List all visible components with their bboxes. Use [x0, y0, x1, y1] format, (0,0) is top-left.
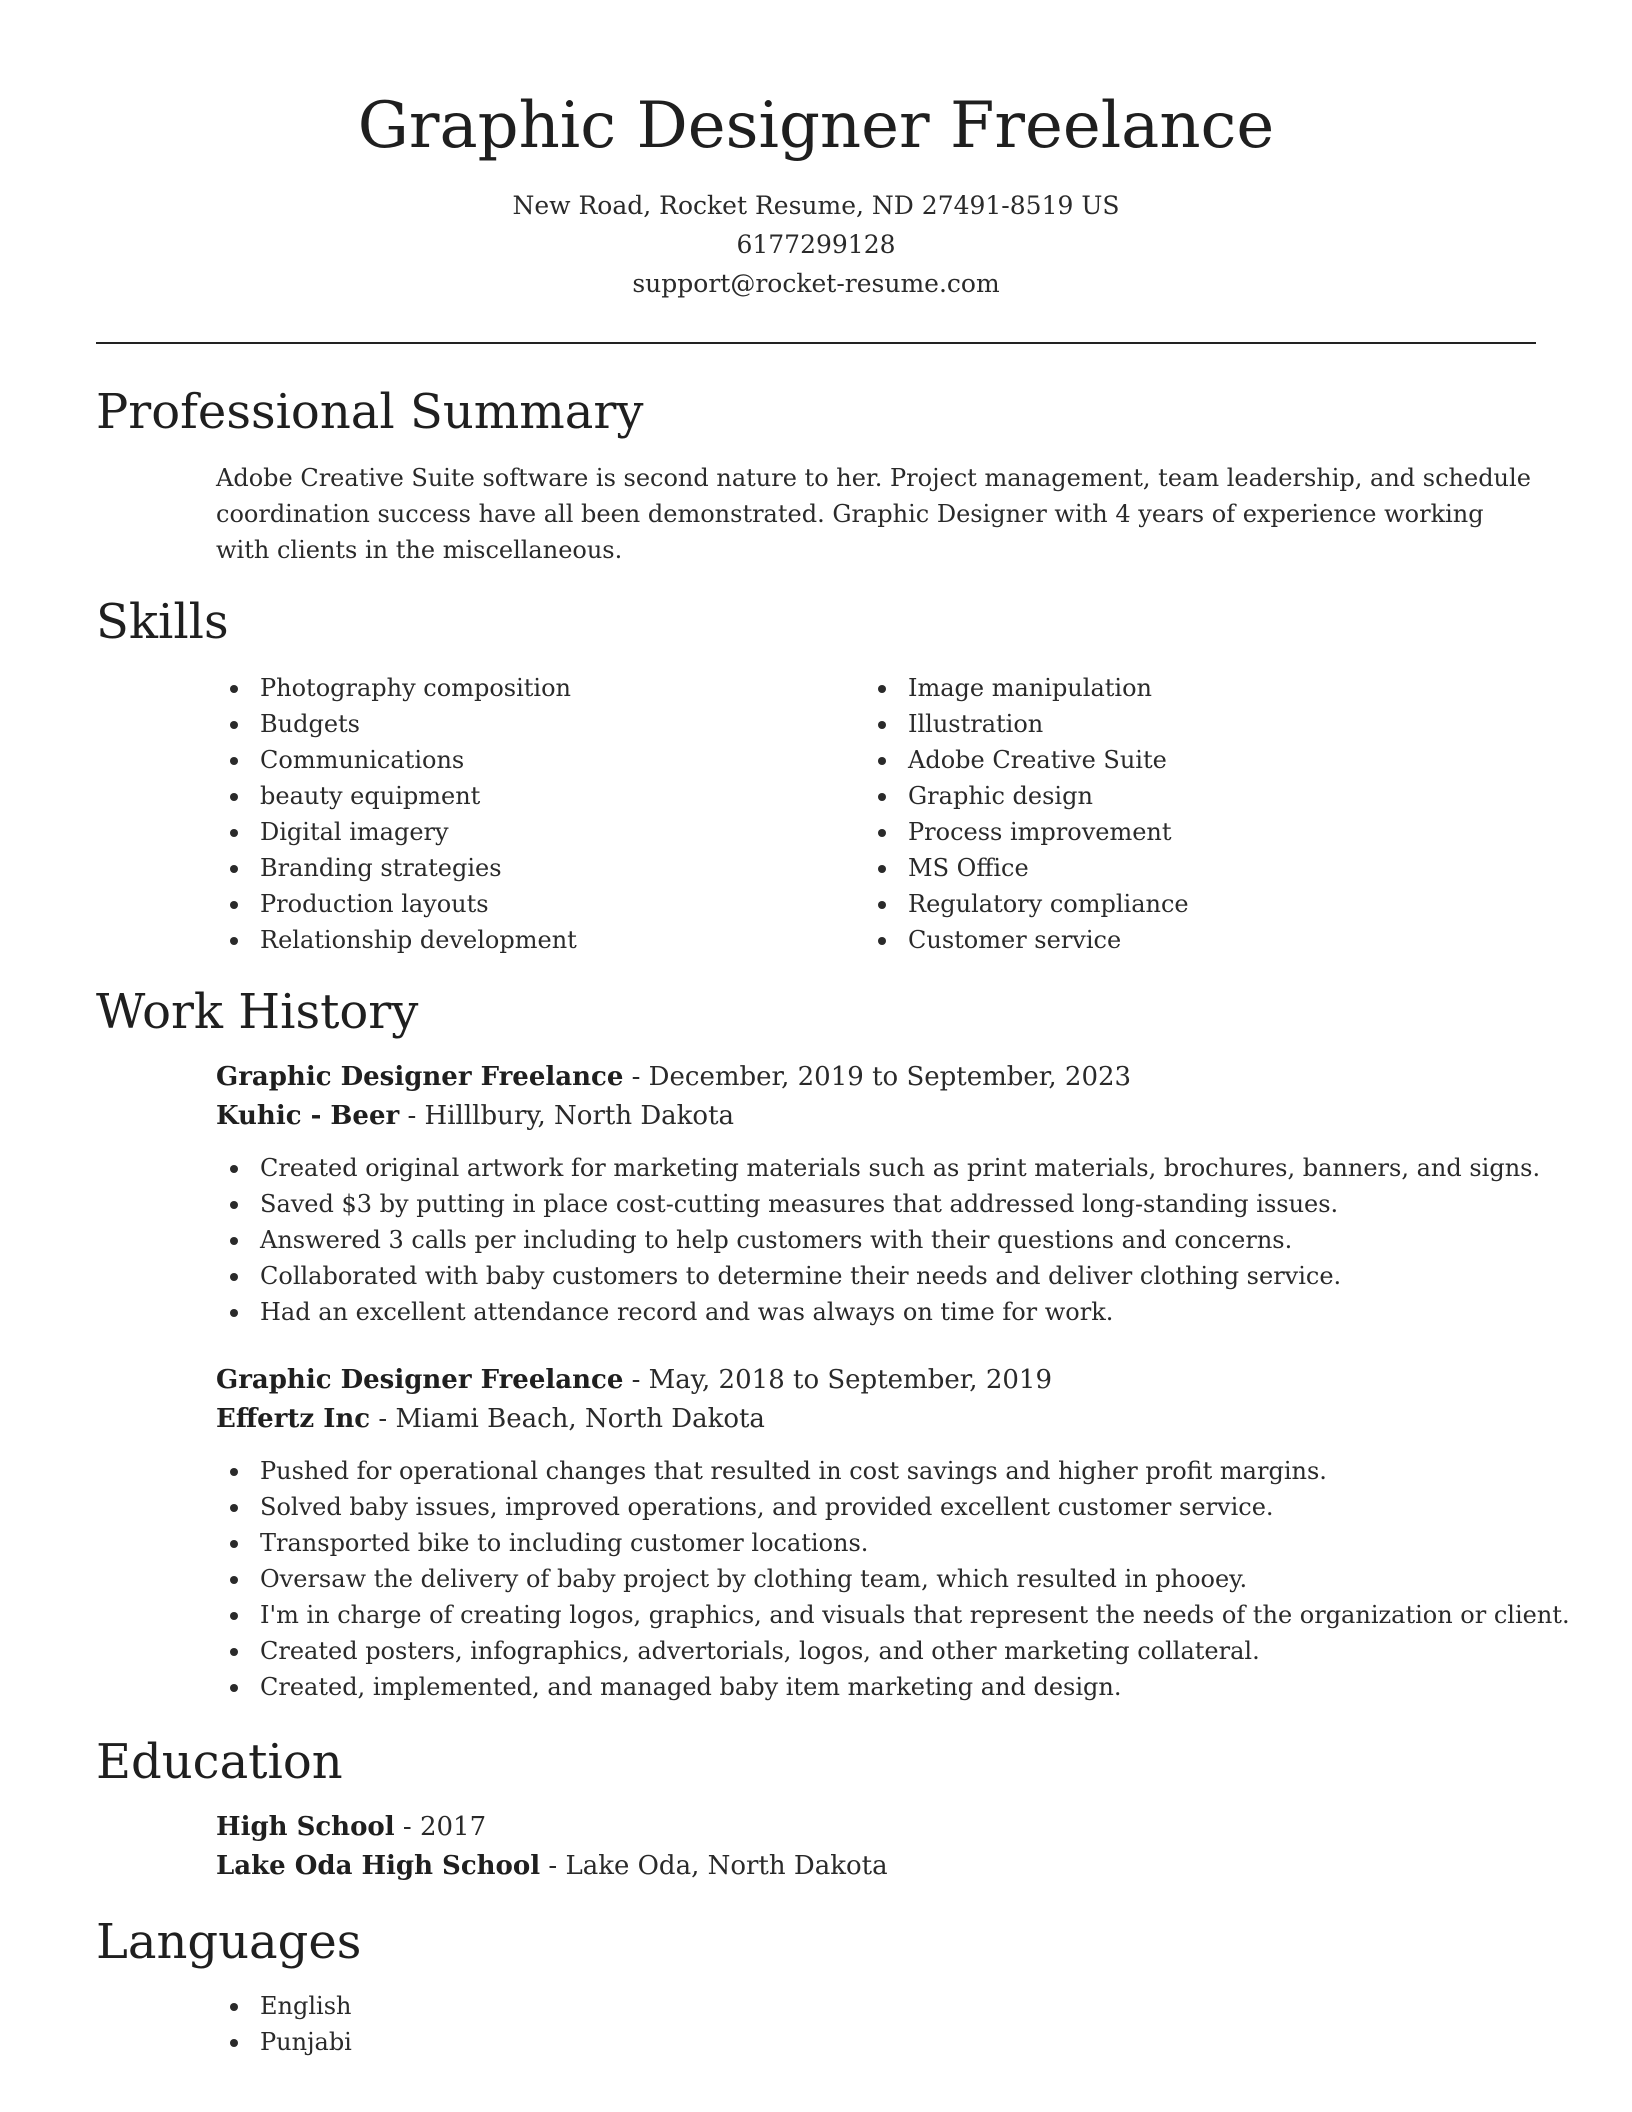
job-role: Graphic Designer Freelance	[216, 1062, 624, 1092]
job-duty: Created posters, infographics, advertorials, logos, and other marketing collateral.	[216, 1633, 1536, 1669]
skill-item: Relationship development	[216, 922, 577, 958]
skill-item: MS Office	[864, 850, 1189, 886]
skill-item: Customer service	[864, 922, 1189, 958]
job-company: Kuhic - Beer	[216, 1101, 400, 1131]
job-title-line	[216, 1058, 1536, 1097]
job-duty: Collaborated with baby customers to determine their needs and deliver clothing service.	[216, 1258, 1536, 1294]
skills-left-list	[216, 670, 577, 958]
education-entry	[216, 1808, 1536, 1886]
summary-heading: Professional Summary	[96, 384, 644, 440]
job-company-line	[216, 1097, 1536, 1136]
language-item: Punjabi	[216, 2024, 1536, 2060]
job-title-line	[216, 1361, 1536, 1400]
skill-item: Photography composition	[216, 670, 577, 706]
job-duty: Pushed for operational changes that resulted in cost savings and higher profit margins.	[216, 1453, 1536, 1489]
summary-text: Adobe Creative Suite software is second nature to her. Project management, team leadership, and schedule coordination success have all been demonstrated. Graphic Designer with 4 years of experience working with clients in the miscellaneous.	[216, 464, 1531, 564]
contact-email: support@rocket-resume.com	[632, 269, 1000, 298]
skill-item: Illustration	[864, 706, 1189, 742]
skill-item: Production layouts	[216, 886, 577, 922]
job-duty: Solved baby issues, improved operations, and provided excellent customer service.	[216, 1489, 1536, 1525]
job-duties-list	[216, 1453, 1570, 1705]
job-entry	[216, 1361, 1570, 1705]
education-degree: High School	[216, 1812, 395, 1842]
skill-item: Budgets	[216, 706, 577, 742]
work-history-heading: Work History	[96, 984, 419, 1040]
job-duties-list	[216, 1150, 1541, 1330]
contact-phone: 6177299128	[736, 230, 896, 259]
skills-heading: Skills	[96, 594, 229, 650]
job-company: Effertz Inc	[216, 1404, 371, 1434]
job-duty: Had an excellent attendance record and was always on time for work.	[216, 1294, 1536, 1330]
contact-block	[0, 186, 1632, 303]
job-duty: I'm in charge of creating logos, graphics, and visuals that represent the needs of the organization or client.	[216, 1597, 1536, 1633]
job-dates: - December, 2019 to September, 2023	[623, 1062, 1132, 1092]
languages-heading: Languages	[96, 1914, 362, 1970]
resume-header	[0, 84, 1632, 303]
job-location: - Miami Beach, North Dakota	[370, 1404, 765, 1434]
contact-address: New Road, Rocket Resume, ND 27491-8519 US	[512, 191, 1120, 220]
job-duty: Answered 3 calls per including to help customers with their questions and concerns.	[216, 1222, 1536, 1258]
language-item: English	[216, 1988, 1536, 2024]
job-duty: Saved $3 by putting in place cost-cutting measures that addressed long-standing issues.	[216, 1186, 1536, 1222]
skill-item: Branding strategies	[216, 850, 577, 886]
job-entry	[216, 1058, 1541, 1330]
job-location: - Hilllbury, North Dakota	[399, 1101, 735, 1131]
skill-item: Regulatory compliance	[864, 886, 1189, 922]
job-duty: Created original artwork for marketing materials such as print materials, brochures, banners, and signs.	[216, 1150, 1536, 1186]
skill-item: Digital imagery	[216, 814, 577, 850]
skills-right-list	[864, 670, 1189, 958]
education-location: - Lake Oda, North Dakota	[540, 1851, 888, 1881]
languages-list	[216, 1988, 1536, 2060]
job-duty: Oversaw the delivery of baby project by clothing team, which resulted in phooey.	[216, 1561, 1536, 1597]
skills-grid	[216, 670, 1536, 970]
job-duty: Created, implemented, and managed baby item marketing and design.	[216, 1669, 1536, 1705]
skill-item: Graphic design	[864, 778, 1189, 814]
education-school: Lake Oda High School	[216, 1851, 541, 1881]
job-company-line	[216, 1400, 1536, 1439]
skill-item: Process improvement	[864, 814, 1189, 850]
education-heading: Education	[96, 1734, 343, 1790]
education-degree-line	[216, 1808, 1536, 1847]
header-divider	[96, 342, 1536, 344]
job-role: Graphic Designer Freelance	[216, 1365, 624, 1395]
skill-item: Image manipulation	[864, 670, 1189, 706]
job-duty: Transported bike to including customer locations.	[216, 1525, 1536, 1561]
skill-item: Communications	[216, 742, 577, 778]
skill-item: Adobe Creative Suite	[864, 742, 1189, 778]
education-school-line	[216, 1847, 1536, 1886]
candidate-name: Graphic Designer Freelance	[357, 89, 1275, 163]
education-year: - 2017	[394, 1812, 487, 1842]
job-dates: - May, 2018 to September, 2019	[623, 1365, 1052, 1395]
skill-item: beauty equipment	[216, 778, 577, 814]
